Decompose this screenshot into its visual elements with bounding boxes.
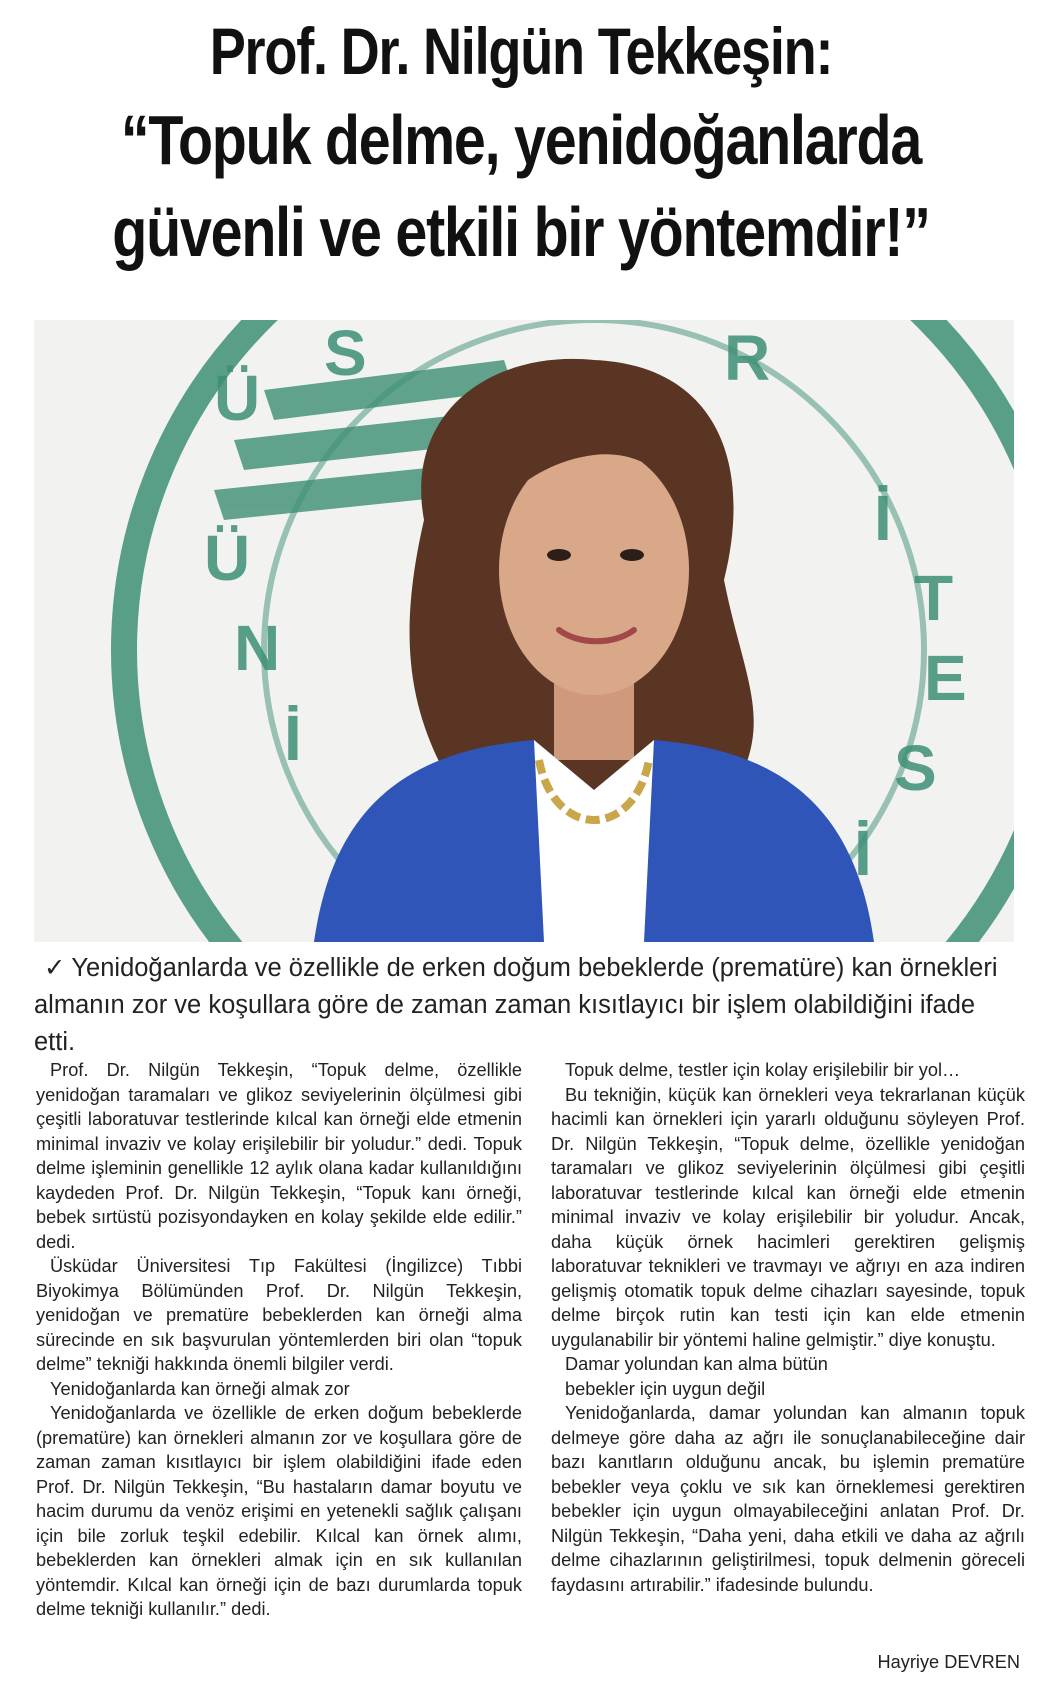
article-column-right	[551, 1058, 1025, 1597]
logo-letter: İ	[874, 482, 892, 554]
check-icon: ✓	[44, 954, 66, 982]
subheading: bebekler için uygun değil	[565, 1378, 766, 1399]
paragraph: Üsküdar Üniversitesi Tıp Fakültesi (İngilizce) Tıbbi Biyokimya Bölümünden Prof. Dr. Nilgün Tekkeşin, yenidoğan ve prematüre bebeklerden kan örneği alma sürecinde en sık başvurulan yöntemlerden biri olan “topuk delme” tekniği hakkında önemli bilgiler verdi.	[36, 1256, 522, 1374]
headline-line-2: “Topuk delme, yenidoğanlarda	[120, 101, 922, 179]
headline-line-1: Prof. Dr. Nilgün Tekkeşin:	[209, 14, 833, 88]
logo-letter: İ	[854, 817, 872, 889]
logo-letter: E	[924, 642, 967, 714]
paragraph: Yenidoğanlarda, damar yolundan kan almanın topuk delmeye göre daha az ağrı ile sonuçlanabileceğine dair bazı kanıtların olduğunu ancak, bu işlemin prematüre bebekler veya çoklu ve sık kan örneklemesi gerektiren bebekler için uygun olmayabileceğini anlatan Prof. Dr. Nilgün Tekkeşin, “Daha yeni, daha etkili ve daha az ağrılı delme cihazlarının geliştirilmesi, topuk delmenin göreceli faydasını artırabilir.” ifadesinde bulundu.	[551, 1403, 1025, 1595]
logo-letter: Ü	[214, 362, 261, 434]
paragraph: Prof. Dr. Nilgün Tekkeşin, “Topuk delme, özellikle yenidoğan taramaları ve glikoz seviyelerinin ölçülmesi gibi çeşitli laboratuvar testlerinde kılcal kan örneği elde etmenin minimal invaziv ve kolay erişilebilir bir yoludur.” dedi. Topuk delme işleminin genellikle 12 aylık olana kadar kullanıldığını kaydeden Prof. Dr. Nilgün Tekkeşin, “Topuk kanı örneği, bebek sırtüstü pozisyondayken en kolay şekilde elde edilir.” dedi.	[36, 1060, 522, 1252]
headline	[0, 8, 1042, 278]
subheading: Topuk delme, testler için kolay erişilebilir bir yol…	[565, 1060, 961, 1080]
article-column-left	[36, 1058, 522, 1622]
subheading: Damar yolundan kan alma bütün	[565, 1354, 828, 1374]
paragraph: Bu tekniğin, küçük kan örnekleri veya tekrarlanan küçük hacimli kan örnekleri için yararlı olduğunu söyleyen Prof. Dr. Nilgün Tekkeşin, “Topuk delme, özellikle yenidoğan taramaları ve glikoz seviyelerinin ölçülmesi gibi çeşitli laboratuvar testlerinde kılcal kan örneği elde etmenin minimal invaziv ve kolay erişilebilir bir yoludur. Ancak, daha küçük örnek hacimleri gerektiren gelişmiş laboratuvar teknikleri ve travmayı ve ağrıyı en aza indiren gelişmiş otomatik topuk delme cihazları sayesinde, topuk delme birçok rutin kan testi için kan elde etmenin uygulanabilir bir yöntemi haline gelmiştir.” diye konuştu.	[551, 1084, 1025, 1350]
subheading: Yenidoğanlarda kan örneği almak zor	[50, 1378, 350, 1399]
portrait-illustration	[34, 320, 1014, 942]
logo-letter: Ü	[204, 522, 251, 594]
headline-line-3: güvenli ve etkili bir yöntemdir!”	[112, 193, 930, 271]
logo-letter: İ	[284, 702, 302, 774]
lead-paragraph	[34, 950, 1014, 1061]
logo-letter: T	[914, 562, 954, 634]
logo-letter: R	[724, 322, 771, 394]
logo-letter: S	[894, 732, 937, 804]
paragraph: Yenidoğanlarda ve özellikle de erken doğum bebeklerde (prematüre) kan örnekleri almanın zor ve koşullara göre de zaman zaman kısıtlayıcı bir işlem olabildiğini ifade eden Prof. Dr. Nilgün Tekkeşin, “Bu hastaların damar boyutu ve hacim durumu da venöz erişimi en yetenekli sağlık çalışanı için bile zorluk teşkil edebilir. Kılcal kan örnek alımı, bebeklerden kan örnekleri almak için en sık kullanılan yöntemdir. Kılcal kan örneği için de bazı durumlarda topuk delme tekniği kullanılır.” dedi.	[36, 1403, 522, 1619]
lead-text: Yenidoğanlarda ve özellikle de erken doğum bebeklerde (prematüre) kan örnekleri almanın zor ve koşullara göre de zaman zaman kısıtlayıcı bir işlem olabildiğini ifade etti.	[34, 954, 998, 1056]
portrait-photo	[34, 320, 1014, 942]
logo-letter: S	[324, 320, 367, 389]
logo-letter: N	[234, 612, 281, 684]
author-byline: Hayriye DEVREN	[877, 1652, 1020, 1672]
